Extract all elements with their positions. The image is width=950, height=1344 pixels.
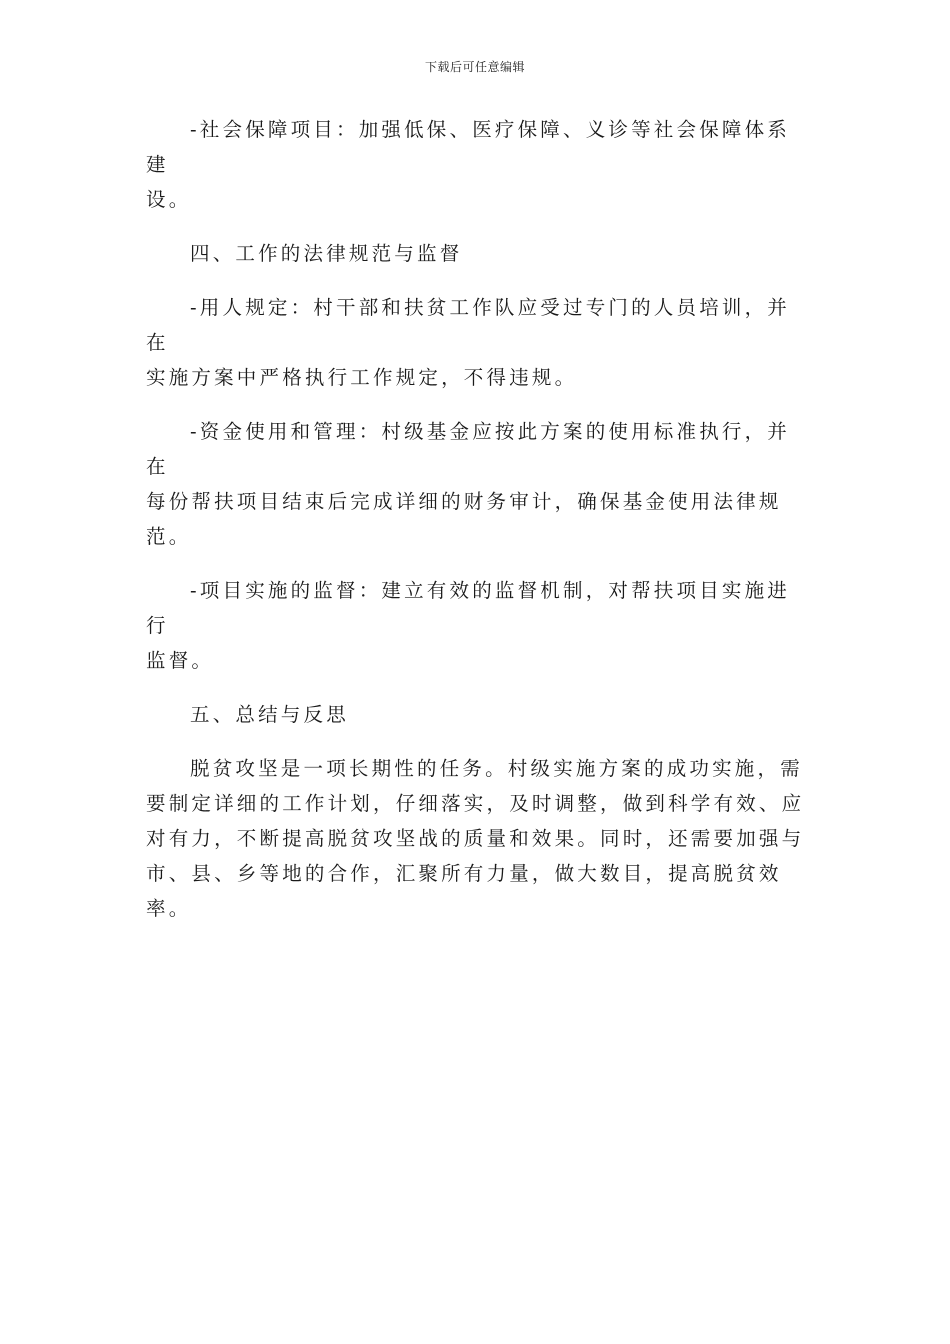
page-header: 下载后可任意编辑 (424, 60, 525, 74)
paragraph-social-security: -社会保障项目：加强低保、医疗保障、义诊等社会保障体系建 设。 (146, 118, 790, 211)
section-heading-legal-supervision: 四、工作的法律规范与监督 (190, 242, 463, 265)
paragraph-staffing-rules: -用人规定：村干部和扶贫工作队应受过专门的人员培训，并在 实施方案中严格执行工作规定，不得违规。 (146, 296, 790, 389)
section-heading-summary: 五、总结与反思 (190, 703, 349, 726)
paragraph-project-supervision: -项目实施的监督：建立有效的监督机制，对帮扶项目实施进行 监督。 (146, 579, 790, 672)
document-body (146, 112, 806, 945)
paragraph-summary: 脱贫攻坚是一项长期性的任务。村级实施方案的成功实施，需 要制定详细的工作计划，仔细落实，及时调整，做到科学有效、应 对有力，不断提高脱贫攻坚战的质量和效果。同时，还需要加强与 市、县、乡等地的合作，汇聚所有力量，做大数目，提高脱贫效率。 (146, 757, 805, 920)
paragraph-fund-management: -资金使用和管理：村级基金应按此方案的使用标准执行，并在 每份帮扶项目结束后完成详细的财务审计，确保基金使用法律规范。 (146, 420, 790, 548)
